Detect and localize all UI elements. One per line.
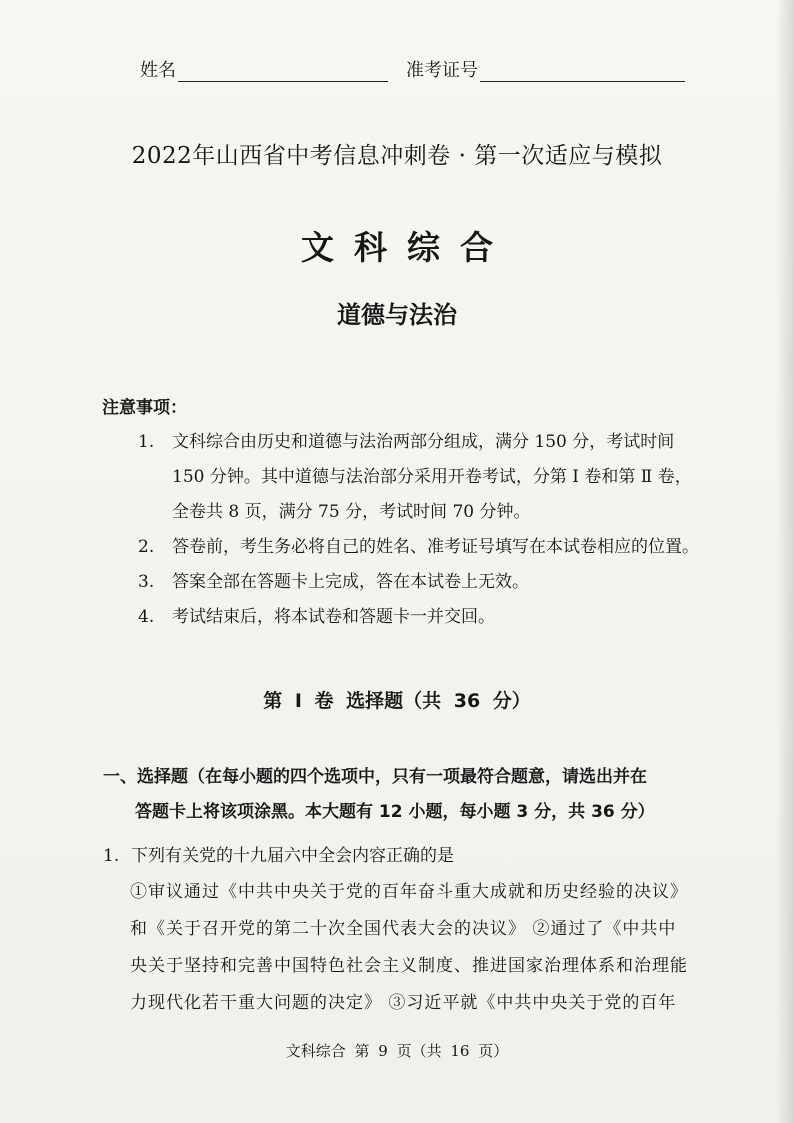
statement-line: 央关于坚持和完善中国特色社会主义制度、推进国家治理体系和治理能	[130, 956, 688, 976]
notice-item	[138, 565, 738, 600]
notice-item-text	[172, 530, 738, 565]
notice-item-number: 3.	[138, 572, 155, 592]
subsubject-title: 道德与法治	[337, 301, 457, 329]
question-number: 1.	[103, 846, 120, 866]
notice-line: 答案全部在答题卡上完成，答在本试卷上无效。	[172, 572, 529, 592]
exam-id-blank-line	[480, 63, 685, 82]
subject-title: 文科综合	[301, 228, 513, 267]
student-info-row	[140, 56, 700, 86]
instructions-line: 一、选择题（在每小题的四个选项中，只有一项最符合题意，请选出并在	[103, 767, 647, 787]
notice-item-text	[172, 425, 738, 530]
name-blank-line	[178, 63, 388, 82]
exam-title: 2022年山西省中考信息冲刺卷 · 第一次适应与模拟	[131, 143, 663, 169]
section-title: 第 Ⅰ 卷 选择题（共 36 分）	[263, 690, 531, 712]
notice-item-number: 2.	[138, 537, 155, 557]
exam-id-field	[406, 56, 685, 82]
name-field	[140, 56, 388, 82]
page-footer: 文科综合 第 9 页（共 16 页）	[285, 1042, 509, 1060]
section-instructions	[103, 760, 699, 830]
question-stem	[103, 839, 723, 874]
name-label: 姓名	[140, 60, 176, 81]
notice-line: 全卷共 8 页，满分 75 分，考试时间 70 分钟。	[172, 502, 531, 522]
statement-line: ①审议通过《中共中央关于党的百年奋斗重大成就和历史经验的决议》	[130, 882, 688, 902]
notice-line: 答卷前，考生务必将自己的姓名、准考证号填写在本试卷相应的位置。	[172, 537, 699, 557]
notice-item-text	[172, 600, 738, 635]
notice-line: 文科综合由历史和道德与法治两部分组成，满分 150 分，考试时间	[172, 432, 675, 452]
statement-line: 和《关于召开党的第二十次全国代表大会的决议》 ②通过了《中共中	[130, 919, 677, 939]
notice-item-number: 4.	[138, 607, 155, 627]
statement-line: 力现代化若干重大问题的决定》 ③习近平就《中共中央关于党的百年	[130, 993, 677, 1013]
notice-heading: 注意事项：	[102, 398, 187, 418]
notice-item	[138, 600, 738, 635]
question-1	[103, 839, 723, 1022]
notice-line: 考试结束后，将本试卷和答题卡一并交回。	[172, 607, 495, 627]
notice-line: 150 分钟。其中道德与法治部分采用开卷考试，分第 Ⅰ 卷和第 Ⅱ 卷，	[172, 467, 692, 487]
notice-item	[138, 530, 738, 565]
instructions-line: 答题卡上将该项涂黑。本大题有 12 小题，每小题 3 分，共 36 分）	[135, 802, 655, 822]
notice-item	[138, 425, 738, 530]
question-statements	[103, 874, 723, 1022]
question-stem-text: 下列有关党的十九届六中全会内容正确的是	[131, 846, 454, 866]
notice-item-number: 1.	[138, 432, 155, 452]
notice-item-text	[172, 565, 738, 600]
notice-list	[138, 425, 738, 635]
exam-id-label: 准考证号	[406, 60, 478, 81]
